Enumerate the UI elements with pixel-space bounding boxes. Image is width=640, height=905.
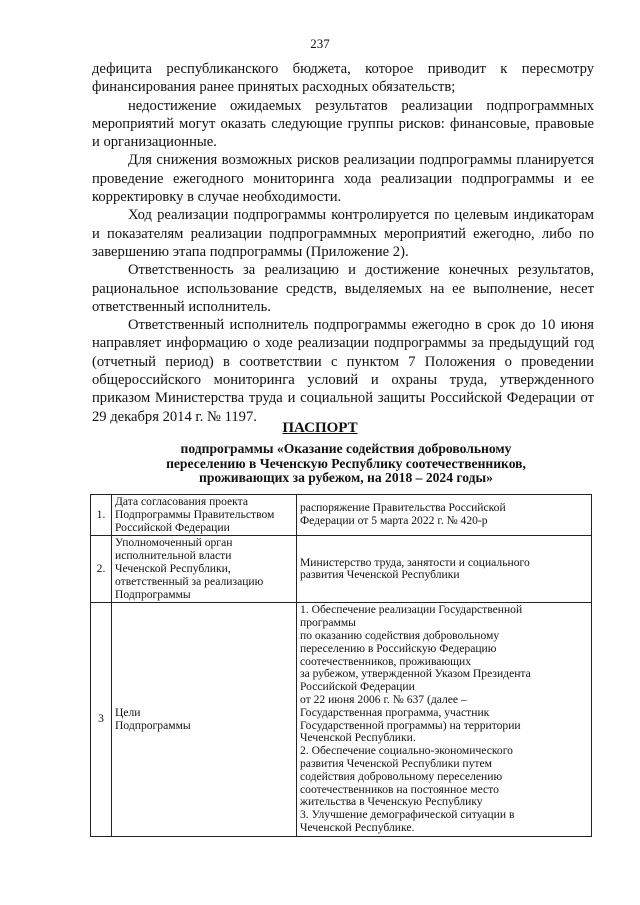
row-number: 1. (91, 495, 112, 536)
page-number: 237 (310, 36, 330, 51)
subtitle-line: подпрограммы «Оказание содействия добровольному (180, 441, 512, 456)
value-line: переселению в Российскую Федерацию (300, 641, 497, 655)
table-row (91, 495, 592, 536)
value-line: распоряжение Правительства Российской (300, 501, 506, 515)
label-line: Подпрограммы (115, 718, 191, 732)
value-line: Государственная программа, участник (300, 705, 490, 719)
subtitle-line: проживающих за рубежом, на 2018 – 2024 годы» (199, 470, 493, 485)
passport-table (90, 494, 592, 837)
label-line: Чеченской Республики, (115, 561, 231, 575)
value-line: соотечественников на постоянное место (300, 782, 499, 796)
value-line: 2. Обеспечение социально-экономического (300, 744, 513, 758)
value-line: программы (300, 616, 356, 630)
row-label (112, 536, 297, 603)
row-label (112, 603, 297, 836)
passport-title: ПАСПОРТ (282, 420, 358, 436)
label-line: Уполномоченный орган (115, 536, 233, 550)
value-line: Государственной программы) на территории (300, 718, 521, 732)
value-line: 1. Обеспечение реализации Государственной (300, 603, 523, 617)
row-value (297, 603, 592, 836)
value-line: жительства в Чеченскую Республику (300, 795, 483, 809)
value-line: Федерации от 5 марта 2022 г. № 420-р (300, 514, 488, 528)
paragraph: дефицита республиканского бюджета, которое приводит к пересмотру финансирования ранее принятых расходных обязательств; (92, 61, 594, 96)
label-line: Российской Федерации (115, 520, 230, 534)
passport-subtitle (96, 442, 596, 486)
paragraph: недостижение ожидаемых результатов реализации подпрограммных мероприятий могут оказать следующие группы рисков: финансовые, правовые и организационные. (92, 97, 594, 151)
value-line: соотечественников, проживающих (300, 654, 472, 668)
row-number: 2. (91, 536, 112, 603)
value-line: развития Чеченской Республики (300, 568, 460, 582)
value-line: за рубежом, утвержденной Указом Президента (300, 667, 531, 681)
value-line: развития Чеченской Республики путем (300, 756, 492, 770)
paragraph: Ответственность за реализацию и достижение конечных результатов, рациональное использование средств, выделяемых на ее выполнение, несет ответственный исполнитель. (92, 262, 594, 315)
row-number: 3 (91, 603, 112, 836)
body-text (92, 60, 594, 426)
value-line: Министерство труда, занятости и социального (300, 555, 530, 569)
paragraph: Ответственный исполнитель подпрограммы ежегодно в срок до 10 июня направляет информацию о ходе реализации подпрограммы за предыдущий год (отчетный период) в соответствии с пунктом 7 Положения о проведении общероссийского мониторинга условий и охраны труда, утвержденного приказом Министерства труда и социальной защиты Российской Федерации от 29 декабря 2014 г. № 1197. (92, 317, 594, 425)
table-row (91, 536, 592, 603)
label-line: Подпрограммы Правительством (115, 507, 275, 521)
paragraph: Ход реализации подпрограммы контролируется по целевым индикаторам и показателям реализации подпрограммных мероприятий ежегодно, либо по завершению этапа подпрограммы (Приложение 2). (92, 207, 594, 260)
label-line: Цели (115, 705, 141, 719)
value-line: по оказанию содействия добровольному (300, 628, 500, 642)
row-value (297, 495, 592, 536)
value-line: Чеченской Республике. (300, 820, 415, 834)
value-line: Чеченской Республики. (300, 731, 416, 745)
label-line: Подпрограммы (115, 587, 191, 601)
row-value (297, 536, 592, 603)
label-line: ответственный за реализацию (115, 574, 264, 588)
value-line: Российской Федерации (300, 680, 415, 694)
table-row (91, 603, 592, 836)
subtitle-line: переселению в Чеченскую Республику соотечественников, (166, 455, 526, 471)
label-line: исполнительной власти (115, 549, 232, 563)
row-label (112, 495, 297, 536)
value-line: от 22 июня 2006 г. № 637 (далее – (300, 692, 467, 706)
value-line: 3. Улучшение демографической ситуации в (300, 808, 515, 822)
value-line: содействия добровольному переселению (300, 769, 503, 783)
paragraph: Для снижения возможных рисков реализации подпрограммы планируется проведение ежегодного мониторинга хода реализации подпрограммы и ее корректировку в случае необходимости. (92, 152, 594, 206)
label-line: Дата согласования проекта (115, 495, 249, 508)
